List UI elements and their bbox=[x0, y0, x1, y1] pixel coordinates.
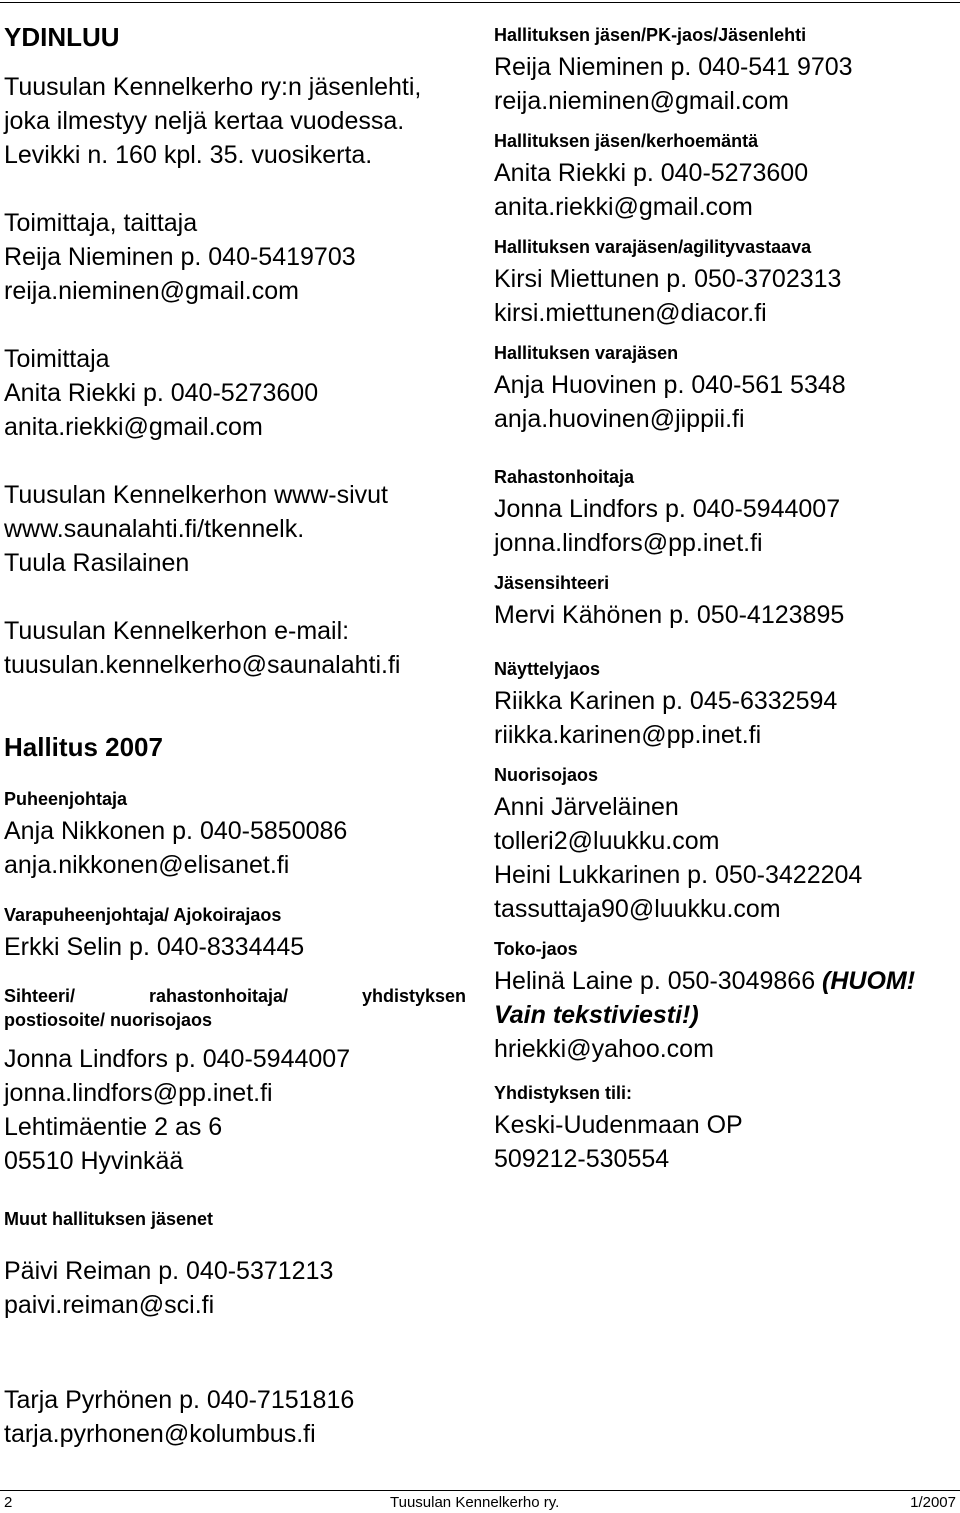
vice-block bbox=[4, 902, 466, 964]
member-name: Anni Järveläinen bbox=[494, 793, 679, 821]
chair-label: Puheenjohtaja bbox=[4, 789, 128, 809]
editor-block bbox=[4, 206, 466, 308]
editor2-email: anita.riekki@gmail.com bbox=[4, 413, 263, 441]
secretary-email: jonna.lindfors@pp.inet.fi bbox=[4, 1079, 273, 1107]
membership-secretary-block bbox=[494, 570, 960, 632]
member-email: tarja.pyrhonen@kolumbus.fi bbox=[4, 1420, 316, 1448]
website-label: Tuusulan Kennelkerhon www-sivut bbox=[4, 481, 388, 509]
editor2-contact: Anita Riekki p. 040-5273600 bbox=[4, 379, 319, 407]
note-text: Vain tekstiviesti!) bbox=[494, 1001, 699, 1029]
right-column bbox=[494, 22, 960, 1176]
member-email: hriekki@yahoo.com bbox=[494, 1035, 714, 1063]
role-label: Rahastonhoitaja bbox=[494, 467, 635, 487]
account-label: Yhdistyksen tili: bbox=[494, 1083, 633, 1103]
editor-email: reija.nieminen@gmail.com bbox=[4, 277, 299, 305]
member-email: paivi.reiman@sci.fi bbox=[4, 1291, 215, 1319]
member-email: tassuttaja90@luukku.com bbox=[494, 895, 781, 923]
secretary-contact: Jonna Lindfors p. 040-5944007 bbox=[4, 1045, 351, 1073]
account-number: 509212-530554 bbox=[494, 1145, 670, 1173]
chair-email: anja.nikkonen@elisanet.fi bbox=[4, 851, 290, 879]
show-committee-block bbox=[494, 656, 960, 752]
note-text: (HUOM! bbox=[822, 967, 916, 995]
editor-contact: Reija Nieminen p. 040-5419703 bbox=[4, 243, 356, 271]
member-contact: Päivi Reiman p. 040-5371213 bbox=[4, 1257, 334, 1285]
footer bbox=[0, 1490, 960, 1513]
member-email: jonna.lindfors@pp.inet.fi bbox=[494, 529, 763, 557]
secretary-label-cont: postiosoite/ nuorisojaos bbox=[4, 1010, 213, 1030]
member-email: anja.huovinen@jippii.fi bbox=[494, 405, 745, 433]
member-contact: Kirsi Miettunen p. 050-3702313 bbox=[494, 265, 842, 293]
editor-role: Toimittaja, taittaja bbox=[4, 209, 198, 237]
obedience-committee-block bbox=[494, 936, 960, 1066]
member-email: riikka.karinen@pp.inet.fi bbox=[494, 721, 762, 749]
board-member-block bbox=[494, 128, 960, 224]
treasurer-block bbox=[494, 464, 960, 560]
secretary-city: 05510 Hyvinkää bbox=[4, 1147, 184, 1175]
role-label: Hallituksen jäsen/kerhoemäntä bbox=[494, 131, 759, 151]
other-members-block bbox=[4, 1206, 466, 1322]
chair-contact: Anja Nikkonen p. 040-5850086 bbox=[4, 817, 348, 845]
member-contact: Riikka Karinen p. 045-6332594 bbox=[494, 687, 838, 715]
member-contact: Tarja Pyrhönen p. 040-7151816 bbox=[4, 1386, 355, 1414]
footer-publisher: Tuusulan Kennelkerho ry. bbox=[390, 1494, 560, 1511]
intro-line: joka ilmestyy neljä kertaa vuodessa. bbox=[4, 107, 405, 135]
email-block bbox=[4, 614, 466, 682]
role-label: Hallituksen jäsen/PK-jaos/Jäsenlehti bbox=[494, 25, 807, 45]
intro-line: Tuusulan Kennelkerho ry:n jäsenlehti, bbox=[4, 73, 422, 101]
secretary-street: Lehtimäentie 2 as 6 bbox=[4, 1113, 223, 1141]
role-label: Näyttelyjaos bbox=[494, 659, 601, 679]
member-contact: Mervi Kähönen p. 050-4123895 bbox=[494, 601, 845, 629]
intro-block bbox=[4, 70, 466, 172]
member-email: kirsi.miettunen@diacor.fi bbox=[494, 299, 767, 327]
member-contact: Jonna Lindfors p. 040-5944007 bbox=[494, 495, 841, 523]
role-label: Toko-jaos bbox=[494, 939, 578, 959]
youth-committee-block bbox=[494, 762, 960, 926]
website-block bbox=[4, 478, 466, 580]
page-number: 2 bbox=[4, 1494, 13, 1511]
editor2-block bbox=[4, 342, 466, 444]
chair-block bbox=[4, 786, 466, 882]
role-label: Nuorisojaos bbox=[494, 765, 599, 785]
other-members-label: Muut hallituksen jäsenet bbox=[4, 1209, 214, 1229]
member-email: anita.riekki@gmail.com bbox=[494, 193, 753, 221]
role-label: Hallituksen varajäsen bbox=[494, 343, 679, 363]
secretary-label: Sihteeri/ rahastonhoitaja/ yhdistyksen bbox=[4, 986, 466, 1006]
member-contact-text: Helinä Laine p. 050-3049866 bbox=[494, 967, 823, 995]
intro-line: Levikki n. 160 kpl. 35. vuosikerta. bbox=[4, 141, 373, 169]
bottom-member-block bbox=[4, 1383, 704, 1451]
role-label: Jäsensihteeri bbox=[494, 573, 610, 593]
left-column bbox=[4, 18, 466, 1322]
bank-name: Keski-Uudenmaan OP bbox=[494, 1111, 743, 1139]
member-contact: Anja Huovinen p. 040-561 5348 bbox=[494, 371, 846, 399]
club-email-label: Tuusulan Kennelkerhon e-mail: bbox=[4, 617, 350, 645]
member-contact: Reija Nieminen p. 040-541 9703 bbox=[494, 53, 853, 81]
account-block bbox=[494, 1080, 960, 1176]
member-contact: Heini Lukkarinen p. 050-3422204 bbox=[494, 861, 863, 889]
vice-label: Varapuheenjohtaja/ Ajokoirajaos bbox=[4, 905, 282, 925]
top-rule bbox=[0, 2, 960, 3]
editor2-role: Toimittaja bbox=[4, 345, 110, 373]
member-contact bbox=[494, 964, 960, 998]
website-url: www.saunalahti.fi/tkennelk. bbox=[4, 515, 305, 543]
website-maintainer: Tuula Rasilainen bbox=[4, 549, 190, 577]
board-member-block bbox=[494, 234, 960, 330]
member-email: reija.nieminen@gmail.com bbox=[494, 87, 789, 115]
role-label: Hallituksen varajäsen/agilityvastaava bbox=[494, 237, 812, 257]
member-contact: Anita Riekki p. 040-5273600 bbox=[494, 159, 809, 187]
footer-issue: 1/2007 bbox=[910, 1494, 956, 1511]
member-email: tolleri2@luukku.com bbox=[494, 827, 720, 855]
board-member-block bbox=[494, 340, 960, 436]
page-title: YDINLUU bbox=[4, 22, 120, 52]
board-member-block bbox=[494, 22, 960, 118]
vice-contact: Erkki Selin p. 040-8334445 bbox=[4, 933, 305, 961]
board-heading: Hallitus 2007 bbox=[4, 732, 163, 762]
club-email: tuusulan.kennelkerho@saunalahti.fi bbox=[4, 651, 401, 679]
secretary-block bbox=[4, 984, 466, 1178]
